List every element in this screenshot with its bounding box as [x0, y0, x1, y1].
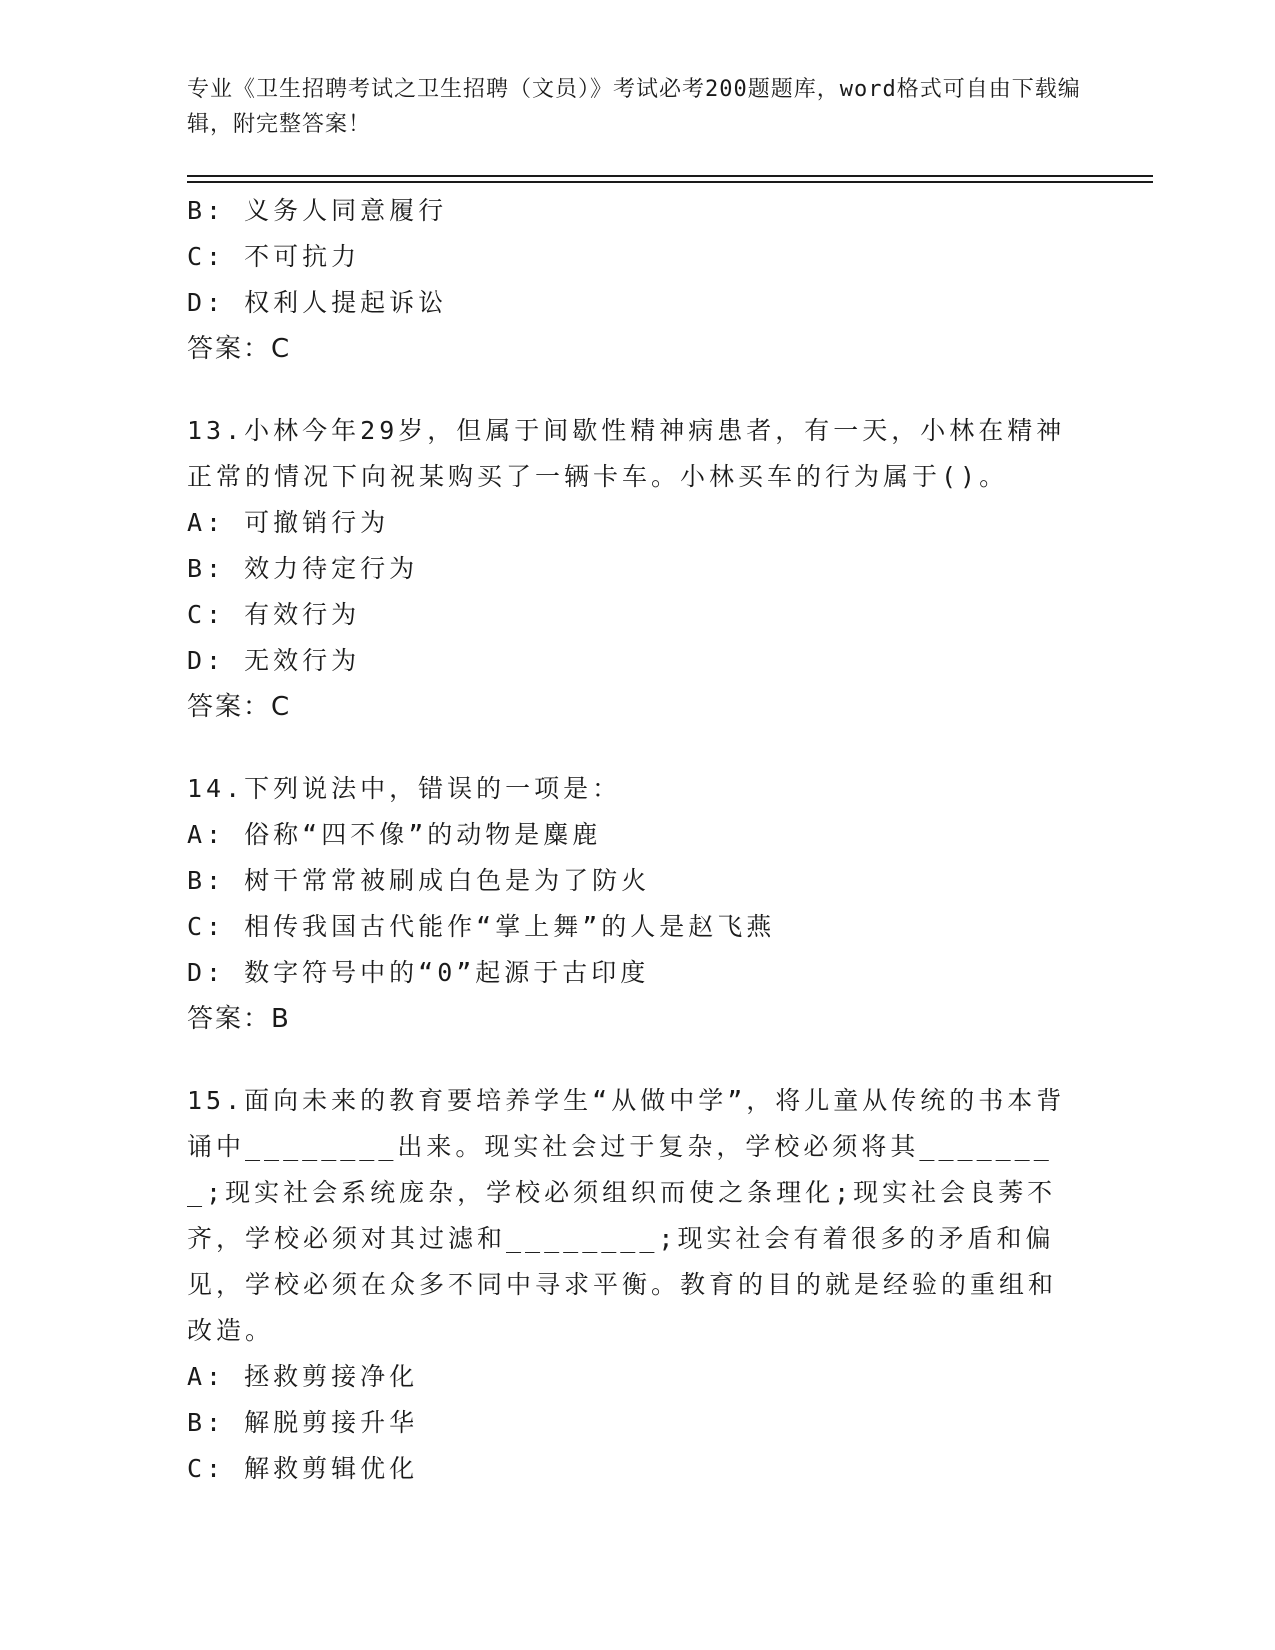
answer-line: 答案：C [187, 334, 292, 364]
answer-line: 答案：B [187, 1004, 291, 1034]
option-d: D: 数字符号中的“0”起源于古印度 [187, 958, 650, 987]
question-12-continued [187, 188, 1087, 372]
option-c: C: 解救剪辑优化 [187, 1454, 419, 1483]
option-b: B: 义务人同意履行 [187, 196, 448, 225]
question-13 [187, 408, 1087, 730]
header-divider-top [187, 175, 1153, 177]
option-b: B: 树干常常被刷成白色是为了防火 [187, 866, 651, 895]
option-a: A: 俗称“四不像”的动物是麋鹿 [187, 820, 602, 849]
header-text: 专业《卫生招聘考试之卫生招聘（文员）》考试必考200题题库，word格式可自由下载编辑，附完整答案！ [187, 77, 1081, 137]
header-divider-bottom [187, 181, 1153, 183]
option-a: A: 可撤销行为 [187, 508, 390, 537]
option-a: A: 拯救剪接净化 [187, 1362, 419, 1391]
question-14 [187, 766, 1087, 1042]
option-c: C: 有效行为 [187, 600, 361, 629]
option-d: D: 权利人提起诉讼 [187, 288, 448, 317]
answer-line: 答案：C [187, 692, 292, 722]
option-c: C: 相传我国古代能作“掌上舞”的人是赵飞燕 [187, 912, 776, 941]
option-b: B: 效力待定行为 [187, 554, 419, 583]
option-c: C: 不可抗力 [187, 242, 361, 271]
question-stem: 14.下列说法中，错误的一项是： [187, 774, 622, 803]
option-d: D: 无效行为 [187, 646, 361, 675]
question-15 [187, 1078, 1087, 1492]
question-list [187, 188, 1087, 1492]
option-b: B: 解脱剪接升华 [187, 1408, 419, 1437]
document-header [187, 72, 1087, 142]
question-stem: 13.小林今年29岁，但属于间歇性精神病患者，有一天，小林在精神正常的情况下向祝某购买了一辆卡车。小林买车的行为属于()。 [187, 416, 1066, 491]
question-stem: 15.面向未来的教育要培养学生“从做中学”，将儿童从传统的书本背诵中________出来。现实社会过于复杂，学校必须将其________;现实社会系统庞杂，学校必须组织而使之条理化;现实社会良莠不齐，学校必须对其过滤和________;现实社会有着很多的矛盾和偏见，学校必须在众多不同中寻求平衡。教育的目的就是经验的重组和改造。 [187, 1086, 1066, 1345]
